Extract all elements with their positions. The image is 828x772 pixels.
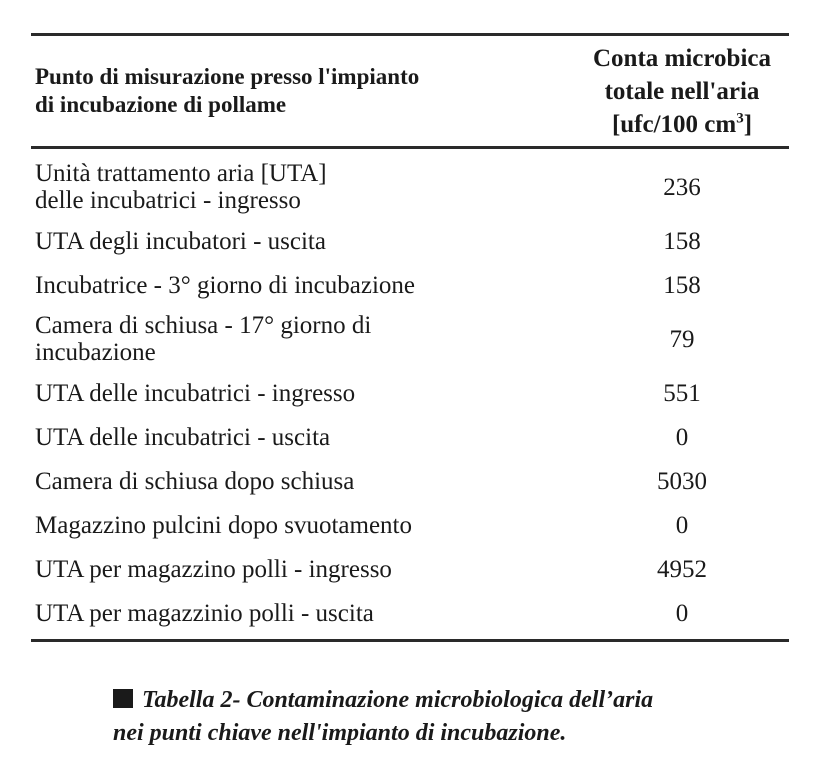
- microbial-count: 0: [675, 599, 689, 627]
- header-col2-line1: Conta microbica: [593, 44, 771, 72]
- microbial-count: 158: [663, 271, 701, 299]
- header-col1-line2: di incubazione di pollame: [35, 92, 287, 117]
- table-row: [31, 415, 789, 459]
- microbial-count: 4952: [657, 555, 707, 583]
- table-row: [31, 155, 789, 219]
- measurement-point: UTA delle incubatrici - ingresso: [35, 379, 356, 407]
- caption-text-line1: Tabella 2- Contaminazione microbiologica dell’aria: [142, 687, 654, 713]
- black-square-icon: [113, 689, 133, 708]
- measurement-point: Camera di schiusa dopo schiusa: [35, 467, 355, 495]
- table-header: [31, 36, 789, 146]
- bottom-rule: [31, 639, 789, 642]
- table-row: [31, 263, 789, 307]
- table-row: [31, 219, 789, 263]
- measurement-point: UTA degli incubatori - uscita: [35, 227, 326, 255]
- measurement-point: Incubatrice - 3° giorno di incubazione: [35, 271, 415, 299]
- unit-text: [ufc/100 cm: [611, 110, 737, 138]
- measurement-point: [31, 312, 555, 366]
- microbial-count: 79: [669, 325, 695, 353]
- measurement-point: UTA per magazzino polli - ingresso: [35, 555, 392, 583]
- microbial-count: 551: [663, 379, 701, 407]
- table-row: [31, 547, 789, 591]
- header-microbial-count: [555, 42, 789, 141]
- point-line2: delle incubatrici - ingresso: [35, 187, 301, 214]
- caption-line1: [113, 684, 793, 717]
- measurement-point: UTA delle incubatrici - uscita: [35, 423, 331, 451]
- table-row: [31, 371, 789, 415]
- table-row: [31, 459, 789, 503]
- point-line1: Camera di schiusa - 17° giorno di: [35, 312, 372, 339]
- header-col1-line1: Punto di misurazione presso l'impianto: [35, 64, 420, 89]
- table-row: [31, 307, 789, 371]
- header-col2-line2: totale nell'aria: [604, 77, 760, 105]
- microbial-count: 0: [675, 511, 689, 539]
- microbial-count: 0: [675, 423, 689, 451]
- data-table: [31, 33, 789, 642]
- microbial-count: 236: [663, 173, 701, 201]
- caption-text-line2: nei punti chiave nell'impianto di incubazione.: [113, 720, 567, 746]
- microbial-count: 158: [663, 227, 701, 255]
- measurement-point: Magazzino pulcini dopo svuotamento: [35, 511, 413, 539]
- measurement-point: UTA per magazzinio polli - uscita: [35, 599, 374, 627]
- unit-exponent: 3: [736, 110, 744, 127]
- header-col2-line3: [575, 108, 789, 141]
- table-row: [31, 591, 789, 635]
- point-line2: incubazione: [35, 339, 156, 366]
- table-row: [31, 503, 789, 547]
- microbial-count: 5030: [657, 467, 707, 495]
- header-measurement-point: [31, 63, 555, 119]
- unit-close: ]: [743, 110, 753, 138]
- point-line1: Unità trattamento aria [UTA]: [35, 160, 327, 187]
- measurement-point: [31, 160, 555, 214]
- table-caption: [113, 684, 793, 750]
- table-body: [31, 149, 789, 639]
